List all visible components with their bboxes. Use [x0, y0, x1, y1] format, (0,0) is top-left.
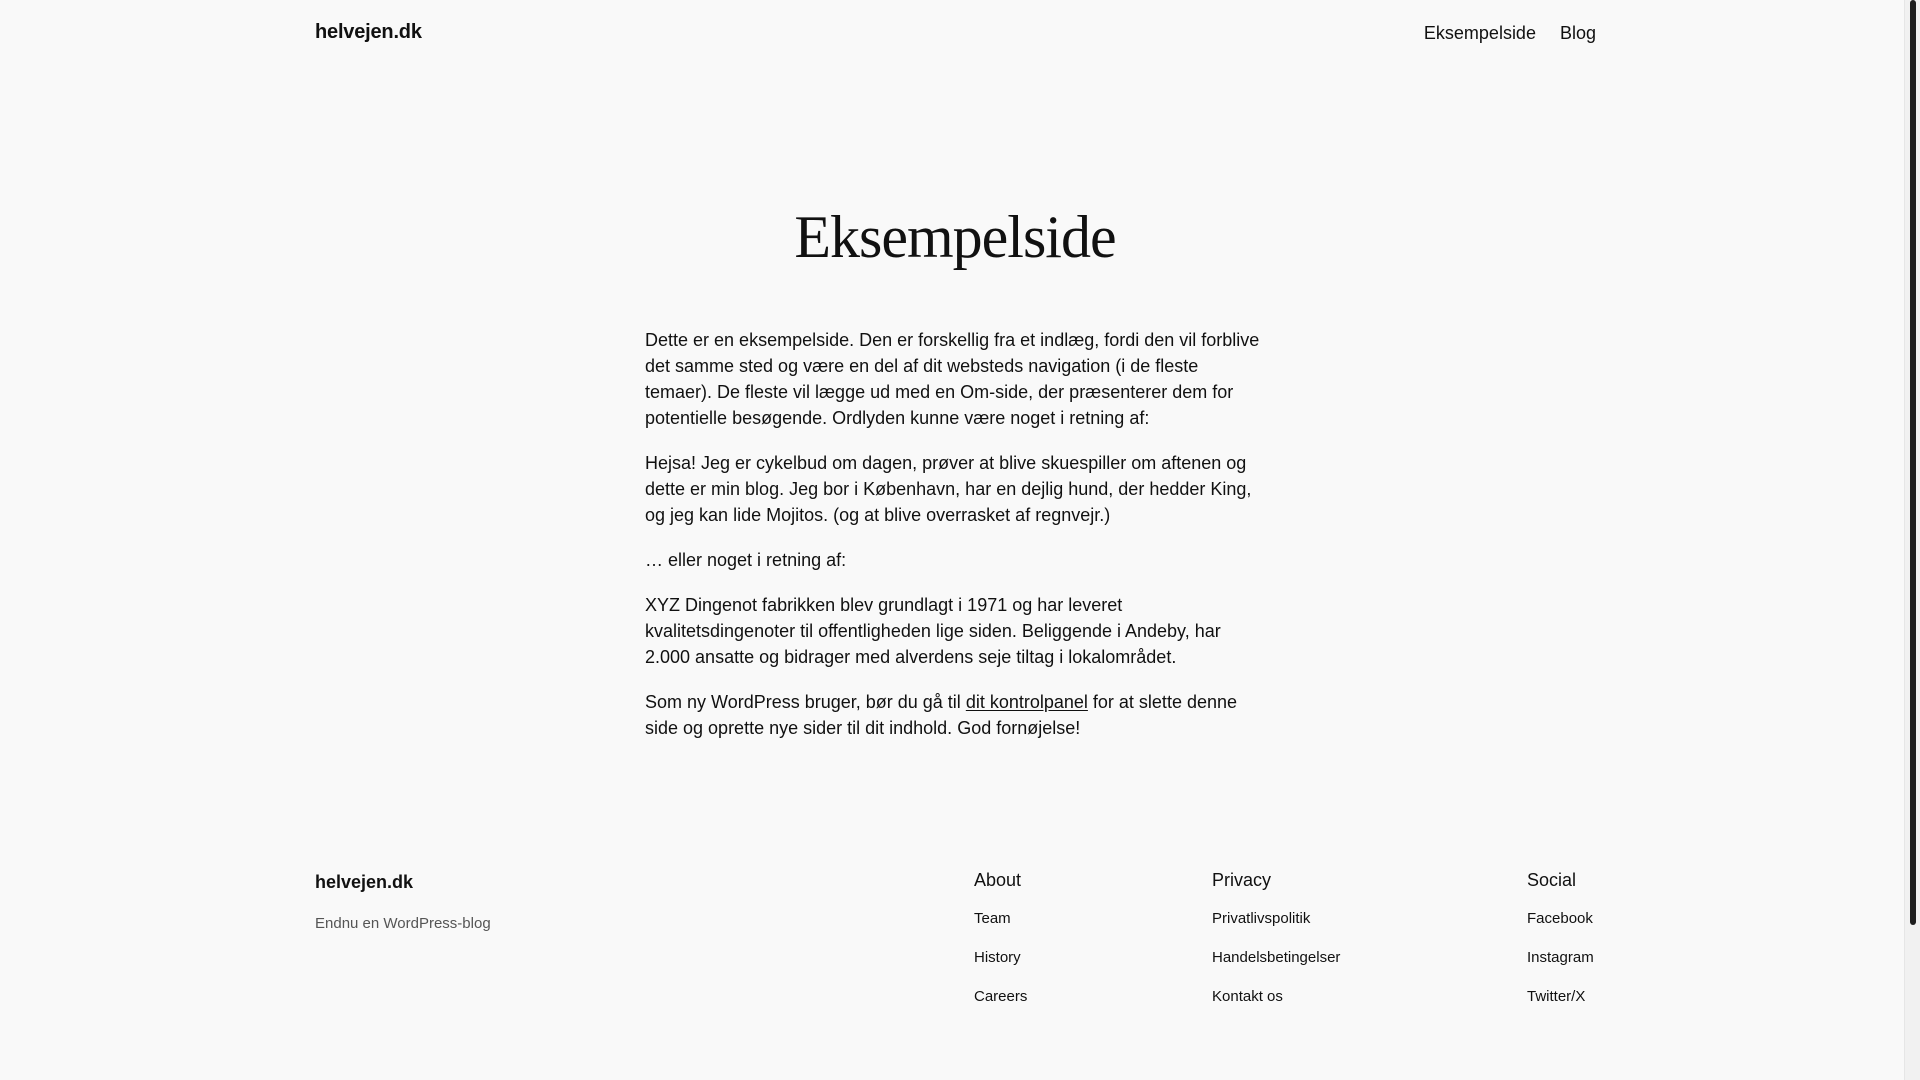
dashboard-link[interactable]: dit kontrolpanel: [965, 692, 1088, 712]
site-title-link[interactable]: helvejen.dk: [315, 21, 422, 43]
paragraph-text-before-link: Som ny WordPress bruger, bør du gå til: [645, 692, 966, 712]
footer-heading-about: About: [974, 870, 1022, 890]
footer-heading-social: Social: [1527, 870, 1577, 890]
footer-column-social: [1527, 870, 1594, 1027]
footer-link-instagram[interactable]: Instagram: [1527, 949, 1594, 966]
nav-link-blog[interactable]: Blog: [1559, 23, 1596, 43]
footer-site-title[interactable]: helvejen.dk: [315, 872, 414, 892]
scrollbar-thumb[interactable]: [1910, 0, 1916, 925]
paragraph-text-after-link: for at slette denne side og oprette nye sider til dit indhold. God fornøjelse!: [645, 692, 1238, 738]
footer-link-facebook[interactable]: Facebook: [1527, 910, 1593, 927]
content-paragraph-last: [645, 689, 1270, 741]
content-paragraph: XYZ Dingenot fabrikken blev grundlagt i 1971 og har leveret kvalitetsdingenoter til offentligheden lige siden. Beliggende i Andeby, har 2.000 ansatte og bidrager med alverdens seje tiltag i lokalområdet.: [645, 595, 1221, 667]
vertical-scrollbar[interactable]: [1904, 0, 1920, 1080]
content-paragraph: … eller noget i retning af:: [645, 550, 847, 570]
primary-navigation: [1424, 23, 1596, 44]
footer-link-team[interactable]: Team: [974, 910, 1011, 927]
content-paragraph: Dette er en eksempelside. Den er forskellig fra et indlæg, fordi den vil forblive det samme sted og være en del af dit websteds navigation (i de fleste temaer). De fleste vil lægge ud med en Om-side, der præsenterer dem for potentielle besøgende. Ordlyden kunne være noget i retning af:: [645, 330, 1260, 428]
footer-link-careers[interactable]: Careers: [974, 988, 1028, 1005]
footer-link-twitter-x[interactable]: Twitter/X: [1527, 988, 1586, 1005]
footer-heading-privacy: Privacy: [1212, 870, 1272, 890]
footer-link-history[interactable]: History: [974, 949, 1021, 966]
footer-column-about: [974, 870, 1027, 1027]
footer-link-handelsbetingelser[interactable]: Handelsbetingelser: [1212, 949, 1341, 966]
footer-column-privacy: [1212, 870, 1340, 1027]
content-paragraph: Hejsa! Jeg er cykelbud om dagen, prøver at blive skuespiller om aftenen og dette er min blog. Jeg bor i København, har en dejlig hund, der hedder King, og jeg kan lide Mojitos. (og at blive overrasket af regnvejr.): [645, 453, 1252, 525]
footer-tagline: Endnu en WordPress-blog: [315, 915, 491, 932]
nav-link-eksempelside[interactable]: Eksempelside: [1423, 23, 1536, 43]
footer-link-kontakt-os[interactable]: Kontakt os: [1212, 988, 1283, 1005]
page-content: [645, 327, 1270, 760]
footer-link-privatlivspolitik[interactable]: Privatlivspolitik: [1212, 910, 1311, 927]
page-title: Eksempelside: [794, 204, 1116, 270]
